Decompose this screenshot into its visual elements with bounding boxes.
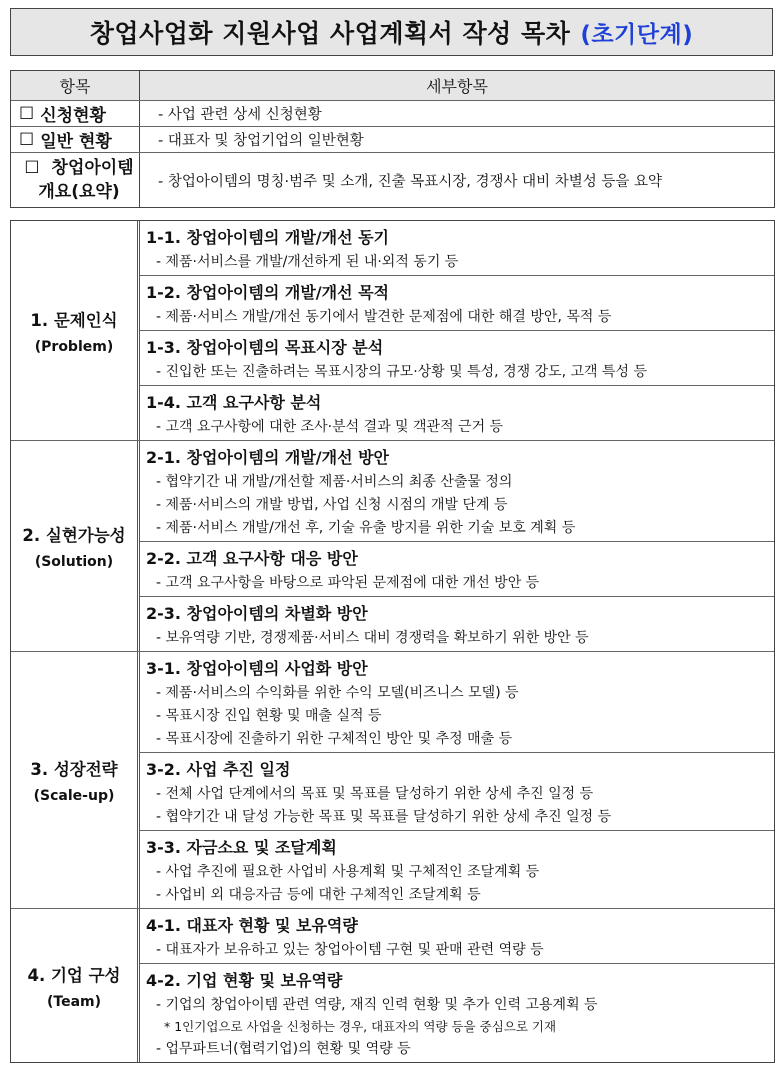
subsection xyxy=(140,330,774,385)
subsection-heading: 2-3. 창업아이템의 차별화 방안 xyxy=(146,603,368,623)
list-item: - 사업 추진에 필요한 사업비 사용계획 및 구체적인 조달계획 등 xyxy=(156,863,540,880)
subsection xyxy=(140,752,774,830)
overview-label: ☐ 일반 현황 xyxy=(11,127,140,152)
list-item: - 협약기간 내 개발/개선할 제품·서비스의 최종 산출물 정의 xyxy=(156,473,513,490)
page-title xyxy=(10,8,773,56)
title-main: 창업사업화 지원사업 사업계획서 작성 목차 xyxy=(89,19,571,48)
list-item: - 제품·서비스를 개발/개선하게 된 내·외적 동기 등 xyxy=(156,253,459,270)
section-scale-up xyxy=(11,651,774,908)
section-team xyxy=(11,908,774,1062)
list-item: - 보유역량 기반, 경쟁제품·서비스 대비 경쟁력을 확보하기 위한 방안 등 xyxy=(156,629,589,646)
overview-label: ☐ 창업아이템 개요(요약) xyxy=(11,153,140,207)
list-item: - 고객 요구사항에 대한 조사·분석 결과 및 객관적 근거 등 xyxy=(156,418,504,435)
list-item: - 고객 요구사항을 바탕으로 파악된 문제점에 대한 개선 방안 등 xyxy=(156,574,540,591)
subsection-heading: 4-2. 기업 현황 및 보유역량 xyxy=(146,970,343,990)
list-item: - 목표시장에 진출하기 위한 구체적인 방안 및 추정 매출 등 xyxy=(156,730,513,747)
overview-detail: - 창업아이템의 명칭·범주 및 소개, 진출 목표시장, 경쟁사 대비 차별성 등을 요약 xyxy=(158,173,662,190)
section-label: 2. 실현가능성 (Solution) xyxy=(11,441,140,651)
section-details xyxy=(140,221,774,440)
subsection-heading: 2-1. 창업아이템의 개발/개선 방안 xyxy=(146,447,390,467)
subsection xyxy=(140,441,774,541)
overview-row-summary xyxy=(11,152,774,207)
toc-table xyxy=(10,220,775,1063)
title-stage: (초기단계) xyxy=(580,21,694,48)
overview-table xyxy=(10,70,775,208)
section-details xyxy=(140,652,774,908)
overview-row-application xyxy=(11,100,774,126)
subsection xyxy=(140,963,774,1062)
subsection xyxy=(140,652,774,752)
section-label: 4. 기업 구성 (Team) xyxy=(11,909,140,1062)
overview-label: ☐ 신청현황 xyxy=(11,101,140,126)
header-col-detail: 세부항목 xyxy=(140,71,774,100)
table-header xyxy=(11,71,774,100)
subsection-heading: 3-2. 사업 추진 일정 xyxy=(146,759,291,779)
subsection-heading: 3-1. 창업아이템의 사업화 방안 xyxy=(146,658,368,678)
section-problem xyxy=(11,221,774,440)
checkbox-icon: ☐ xyxy=(24,158,40,178)
subsection xyxy=(140,541,774,596)
list-item: - 목표시장 진입 현황 및 매출 실적 등 xyxy=(156,707,382,724)
overview-detail: - 사업 관련 상세 신청현황 xyxy=(158,107,322,123)
list-item: - 제품·서비스의 수익화를 위한 수익 모델(비즈니스 모델) 등 xyxy=(156,684,519,701)
subsection-heading: 2-2. 고객 요구사항 대응 방안 xyxy=(146,548,358,568)
list-item: - 업무파트너(협력기업)의 현황 및 역량 등 xyxy=(156,1040,411,1057)
subsection-heading: 1-2. 창업아이템의 개발/개선 목적 xyxy=(146,282,390,302)
subsection-heading: 1-1. 창업아이템의 개발/개선 동기 xyxy=(146,227,390,247)
list-item: - 기업의 창업아이템 관련 역량, 재직 인력 현황 및 추가 인력 고용계획 등 xyxy=(156,996,598,1013)
list-item: - 제품·서비스 개발/개선 동기에서 발견한 문제점에 대한 해결 방안, 목적 등 xyxy=(156,308,612,325)
subsection-heading: 3-3. 자금소요 및 조달계획 xyxy=(146,837,337,857)
list-item: - 사업비 외 대응자금 등에 대한 구체적인 조달계획 등 xyxy=(156,886,481,903)
subsection-heading: 1-3. 창업아이템의 목표시장 분석 xyxy=(146,337,384,357)
list-item: - 진입한 또는 진출하려는 목표시장의 규모·상황 및 특성, 경쟁 강도, 고객 특성 등 xyxy=(156,363,648,380)
list-item: - 협약기간 내 달성 가능한 목표 및 목표를 달성하기 위한 상세 추진 일정 등 xyxy=(156,808,612,825)
section-solution xyxy=(11,440,774,651)
checkbox-icon: ☐ xyxy=(19,103,35,124)
checkbox-icon: ☐ xyxy=(19,129,35,150)
subsection xyxy=(140,596,774,651)
subsection xyxy=(140,275,774,330)
header-col-item: 항목 xyxy=(11,71,140,100)
section-label: 3. 성장전략 (Scale-up) xyxy=(11,652,140,908)
overview-detail: - 대표자 및 창업기업의 일반현황 xyxy=(158,133,364,149)
subsection xyxy=(140,909,774,963)
subsection xyxy=(140,385,774,440)
subsection-heading: 4-1. 대표자 현황 및 보유역량 xyxy=(146,915,358,935)
list-item: - 전체 사업 단계에서의 목표 및 목표를 달성하기 위한 상세 추진 일정 등 xyxy=(156,785,594,802)
subsection-heading: 1-4. 고객 요구사항 분석 xyxy=(146,392,322,412)
list-item: - 제품·서비스 개발/개선 후, 기술 유출 방지를 위한 기술 보호 계획 등 xyxy=(156,519,576,536)
section-details xyxy=(140,909,774,1062)
overview-row-general xyxy=(11,126,774,152)
section-details xyxy=(140,441,774,651)
note-text: * 1인기업으로 사업을 신청하는 경우, 대표자의 역량 등을 중심으로 기재 xyxy=(164,1018,557,1034)
subsection xyxy=(140,830,774,908)
subsection xyxy=(140,221,774,275)
list-item: - 대표자가 보유하고 있는 창업아이템 구현 및 판매 관련 역량 등 xyxy=(156,941,544,958)
list-item: - 제품·서비스의 개발 방법, 사업 신청 시점의 개발 단계 등 xyxy=(156,496,508,513)
section-label: 1. 문제인식 (Problem) xyxy=(11,221,140,440)
